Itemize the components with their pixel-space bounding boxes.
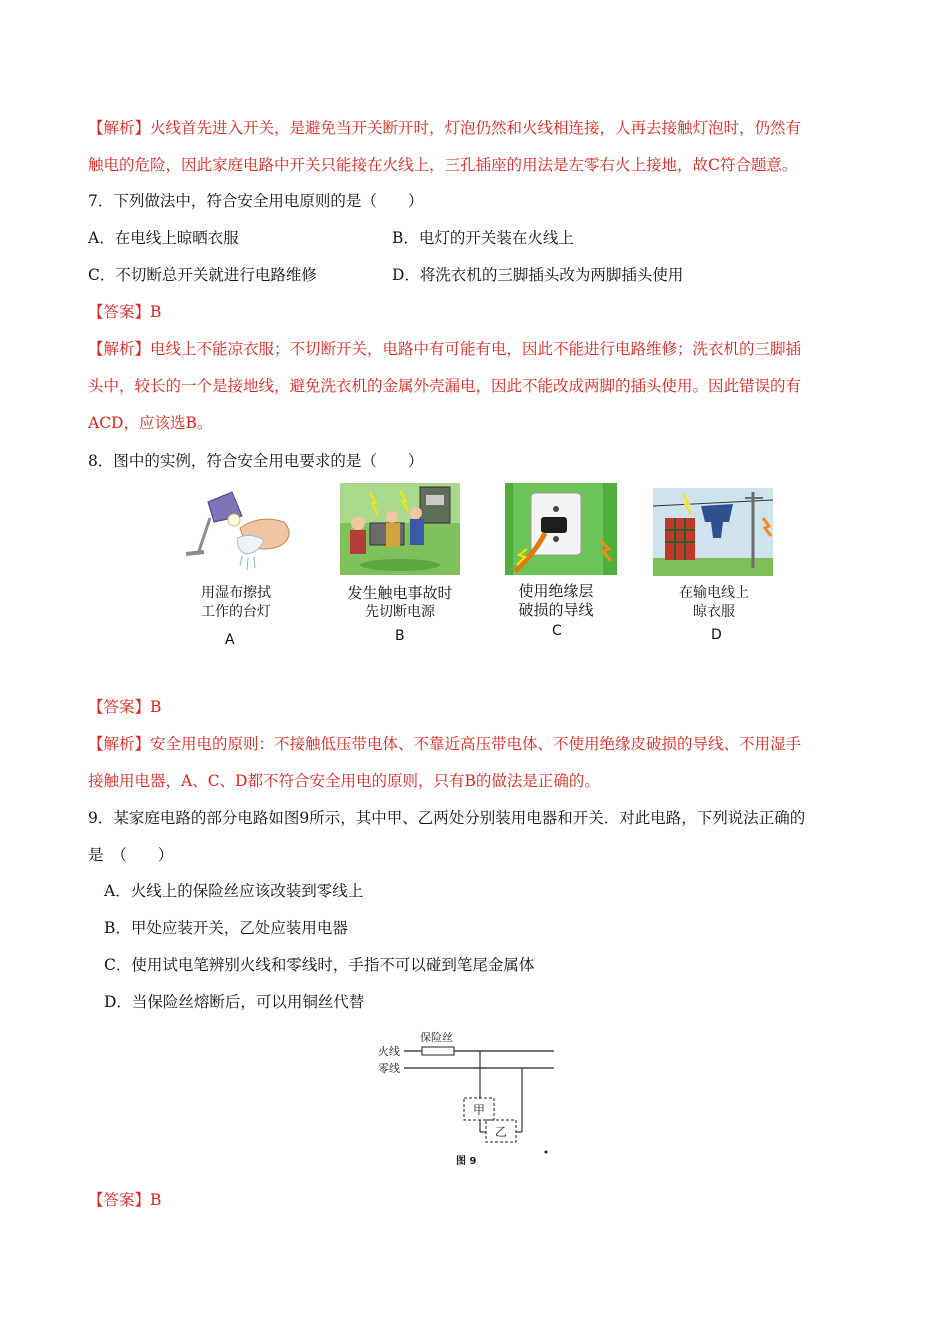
question-9-stem-line1: 9．某家庭电路的部分电路如图9所示，其中甲、乙两处分别装用电器和开关．对此电路，下列说法正确的 [88,809,806,827]
figure-a-caption-line1: 用湿布擦拭 [201,585,271,601]
q7-option-b: B．电灯的开关装在火线上 [392,229,574,247]
q9-option-b: B．甲处应装开关，乙处应装用电器 [104,919,348,937]
q7-answer: 【答案】B [88,303,162,321]
q9-option-d: D．当保险丝熔断后，可以用铜丝代替 [104,993,365,1011]
q9-answer: 【答案】B [88,1191,162,1209]
box-yi-label: 乙 [495,1125,508,1139]
box-jia-label: 甲 [473,1103,486,1117]
figure-c-caption-line1: 使用绝缘层 [518,582,594,600]
q7-analysis-line3: ACD，应该选B。 [88,414,213,432]
figure-a-caption-line2: 工作的台灯 [201,604,271,620]
figure-c-letter: C [552,623,562,639]
q9-option-a: A．火线上的保险丝应该改装到零线上 [104,882,364,900]
q7-analysis-line1: 【解析】电线上不能凉衣服；不切断开关，电路中有可能有电，因此不能进行电路维修；洗衣机的三脚插 [88,340,802,358]
figure-b-illustration [340,483,460,575]
figure-d-illustration [653,488,773,576]
q8-answer: 【答案】B [88,698,162,716]
figure-a-letter: A [225,632,235,648]
figure-b-caption-line2: 先切断电源 [365,604,435,620]
question-9-stem-line2: 是 （ ） [88,846,174,864]
figure-d-caption-line2: 晾衣服 [693,604,735,620]
figure-c-caption-line2: 破损的导线 [518,601,594,619]
q9-option-c: C．使用试电笔辨别火线和零线时，手指不可以碰到笔尾金属体 [104,956,535,974]
figure-b-caption-line1: 发生触电事故时 [347,584,453,602]
figure-b-letter: B [395,628,405,644]
figure-d-caption-line1: 在输电线上 [679,585,749,601]
q7-option-c: C．不切断总开关就进行电路维修 [88,266,317,284]
analysis-q6-line1: 【解析】火线首先进入开关，是避免当开关断开时，灯泡仍然和火线相连接，人再去接触灯泡时，仍然有 [88,119,802,137]
q8-analysis-line1: 【解析】安全用电的原则：不接触低压带电体、不靠近高压带电体、不使用绝缘皮破损的导线、不用湿手 [88,735,802,753]
figure-9-label: 图 9 [456,1156,477,1167]
figure-a-illustration [180,488,300,573]
neutral-wire-label: 零线 [378,1062,400,1075]
analysis-q6-line2: 触电的危险，因此家庭电路中开关只能接在火线上，三孔插座的用法是左零右火上接地，故C符合题意。 [88,156,798,174]
question-7-stem: 7．下列做法中，符合安全用电原则的是（ ） [88,192,424,210]
fuse-label: 保险丝 [420,1031,453,1044]
q7-option-d: D．将洗衣机的三脚插头改为两脚插头使用 [392,266,684,284]
live-wire-label: 火线 [378,1045,400,1058]
q8-analysis-line2: 接触用电器，A、C、D都不符合安全用电的原则，只有B的做法是正确的。 [88,772,600,790]
q7-option-a: A．在电线上晾晒衣服 [88,229,239,247]
question-8-stem: 8．图中的实例，符合安全用电要求的是（ ） [88,452,424,470]
q7-analysis-line2: 头中，较长的一个是接地线，避免洗衣机的金属外壳漏电，因此不能改成两脚的插头使用。因此错误的有 [88,377,802,395]
figure-c-illustration [505,483,617,575]
figure-d-letter: D [711,627,722,643]
circuit-diagram [370,1022,560,1172]
